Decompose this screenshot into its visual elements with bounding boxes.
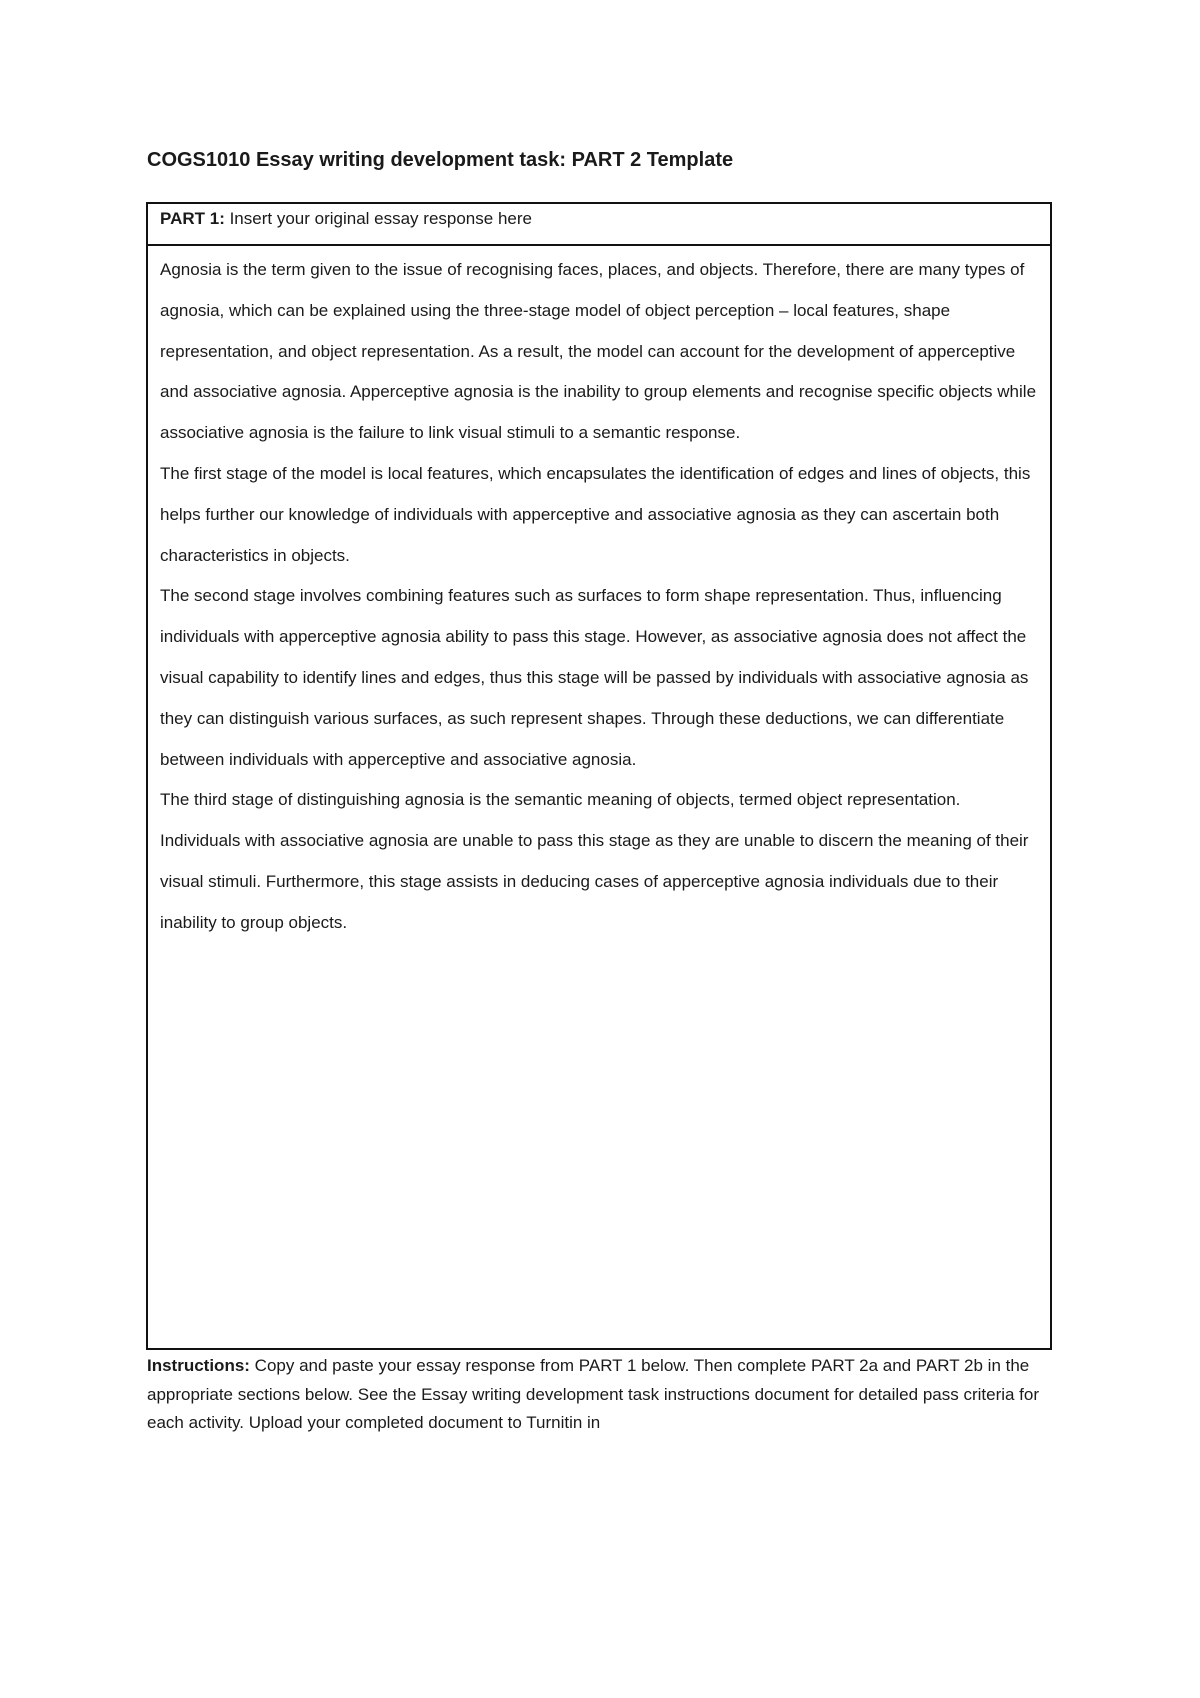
part1-label: PART 1: [160,209,225,228]
essay-paragraph-3: The second stage involves combining features such as surfaces to form shape representation. Thus, influencing individuals with apperceptive agnosia ability to pass this stage. However, as associative agnosia does not affect the visual capability to identify lines and edges, thus this stage will be passed by individuals with associative agnosia as they can distinguish various surfaces, as such represent shapes. Through these deductions, we can differentiate between individuals with apperceptive and associative agnosia. [160,586,1029,769]
page-title: COGS1010 Essay writing development task: PART 2 Template [147,149,734,171]
essay-table [146,202,1052,1350]
essay-paragraph-1: Agnosia is the term given to the issue of recognising faces, places, and objects. Therefore, there are many types of agnosia, which can be explained using the three-stage model of object perception – local features, shape representation, and object representation. As a result, the model can account for the development of apperceptive and associative agnosia. Apperceptive agnosia is the inability to group elements and recognise specific objects while associative agnosia is the failure to link visual stimuli to a semantic response. [160,260,1037,443]
instructions-text: Copy and paste your essay response from PART 1 below. Then complete PART 2a and PART 2b in the appropriate sections below. See the Essay writing development task instructions document for detailed pass criteria for each activity. Upload your completed document to Turnitin in [147,1356,1040,1432]
essay-paragraph-4: The third stage of distinguishing agnosia is the semantic meaning of objects, termed object representation. Individuals with associative agnosia are unable to pass this stage as they are unable to discern the meaning of their visual stimuli. Furthermore, this stage assists in deducing cases of apperceptive agnosia individuals due to their inability to group objects. [160,790,1029,932]
instructions-label: Instructions: [147,1356,250,1375]
instructions [147,1352,1067,1438]
essay-response [148,246,1050,944]
part1-prompt: Insert your original essay response here [224,209,532,228]
part1-header [148,204,1050,246]
essay-paragraph-2: The first stage of the model is local features, which encapsulates the identification of edges and lines of objects, this helps further our knowledge of individuals with apperceptive and associative agnosia as they can ascertain both characteristics in objects. [160,463,1031,565]
